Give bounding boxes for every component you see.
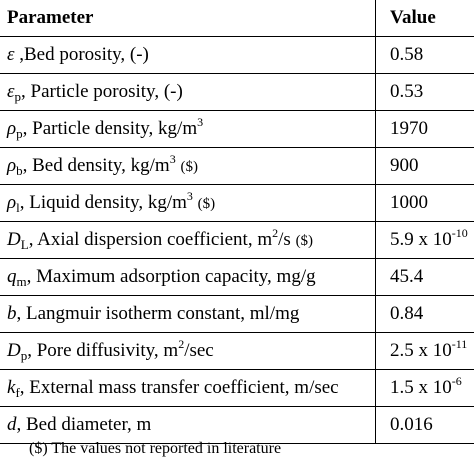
value-text: 0.53 (390, 81, 424, 102)
parameter-label: , Bed diameter, m (16, 414, 152, 435)
parameter-cell (0, 37, 376, 74)
table-row (0, 185, 474, 222)
table-row (0, 296, 474, 333)
table-row (0, 111, 474, 148)
unit-superscript: 3 (197, 115, 204, 129)
value-cell (376, 185, 474, 222)
parameter-cell (0, 74, 376, 111)
parameter-label: , Liquid density, kg/m (19, 191, 187, 213)
not-reported-note: ($) (180, 158, 198, 175)
value-text: 0.016 (390, 414, 433, 435)
unit-superscript: 3 (169, 151, 176, 166)
parameter-symbol: ρ (7, 191, 17, 213)
parameter-symbol: D (7, 228, 21, 250)
value-cell (376, 148, 474, 185)
parameter-cell (0, 259, 376, 296)
value-cell (376, 37, 474, 74)
parameter-subscript: l (16, 199, 20, 215)
value-exponent: -6 (451, 374, 462, 388)
parameter-symbol: b (7, 303, 17, 324)
value-cell (376, 259, 474, 296)
not-reported-note: ($) (295, 232, 314, 249)
value-exponent: -10 (451, 226, 468, 240)
table-row (0, 407, 474, 444)
value-text: 0.58 (390, 44, 424, 65)
parameter-symbol: ε (7, 44, 15, 65)
value-text: 1.5 x 10 (390, 377, 452, 398)
parameter-subscript: m (16, 274, 27, 289)
unit-superscript: 3 (186, 188, 193, 203)
header-value: Value (376, 0, 474, 37)
parameter-label: , Axial dispersion coefficient, m (28, 228, 273, 250)
value-text: 45.4 (390, 266, 424, 287)
parameter-cell (0, 148, 376, 185)
table-row (0, 37, 474, 74)
parameter-symbol: d (7, 414, 17, 435)
parameter-cell (0, 370, 376, 407)
not-reported-note: ($) (197, 195, 216, 212)
parameter-symbol: ρ (7, 154, 17, 176)
value-cell (376, 296, 474, 333)
value-text: 5.9 x 10 (390, 229, 452, 250)
parameter-label: , Particle density, kg/m (22, 118, 198, 139)
parameter-symbol: ε (7, 81, 15, 102)
parameter-subscript: p (16, 126, 23, 141)
parameter-symbol: ρ (7, 118, 17, 139)
table-row (0, 259, 474, 296)
parameter-symbol: D (7, 340, 21, 361)
parameter-cell (0, 185, 376, 222)
parameter-label: , Langmuir isotherm constant, ml/mg (16, 303, 300, 324)
value-cell (376, 74, 474, 111)
header-parameter: Parameter (0, 0, 376, 37)
parameter-cell (0, 111, 376, 148)
unit-superscript: 2 (272, 225, 279, 240)
table-row (0, 333, 474, 370)
parameter-symbol: q (7, 266, 17, 287)
parameter-subscript: f (15, 385, 20, 400)
unit-suffix: /s (278, 228, 291, 250)
value-cell (376, 370, 474, 407)
table-row (0, 74, 474, 111)
table-row (0, 148, 474, 185)
parameter-label: , Pore diffusivity, m (27, 340, 179, 361)
table-footnote: ($) The values not reported in literature (29, 440, 282, 457)
parameter-subscript: b (16, 162, 23, 178)
parameter-label: , Maximum adsorption capacity, mg/g (26, 266, 316, 287)
unit-suffix: /sec (184, 340, 214, 361)
parameter-cell (0, 407, 376, 444)
value-text: 900 (390, 155, 419, 176)
parameter-label: ,Bed porosity, (-) (14, 44, 149, 65)
parameter-symbol: k (7, 377, 16, 398)
parameter-label: , Particle porosity, (-) (21, 81, 183, 102)
table-header-row (0, 0, 474, 37)
value-cell (376, 222, 474, 259)
parameter-cell (0, 333, 376, 370)
value-cell (376, 111, 474, 148)
parameter-label: , Bed density, kg/m (22, 154, 170, 176)
parameter-cell (0, 296, 376, 333)
value-text: 0.84 (390, 303, 424, 324)
parameter-subscript: p (14, 89, 21, 104)
parameter-subscript: L (20, 236, 29, 252)
value-text: 1000 (390, 192, 428, 213)
parameter-cell (0, 222, 376, 259)
unit-superscript: 2 (178, 337, 185, 351)
table-row (0, 370, 474, 407)
table-row (0, 222, 474, 259)
parameter-subscript: p (20, 348, 28, 363)
value-text: 1970 (390, 118, 428, 139)
value-text: 2.5 x 10 (390, 340, 452, 361)
value-exponent: -11 (451, 337, 468, 351)
value-cell (376, 333, 474, 370)
value-cell (376, 407, 474, 444)
parameter-label: , External mass transfer coefficient, m/sec (19, 377, 339, 398)
